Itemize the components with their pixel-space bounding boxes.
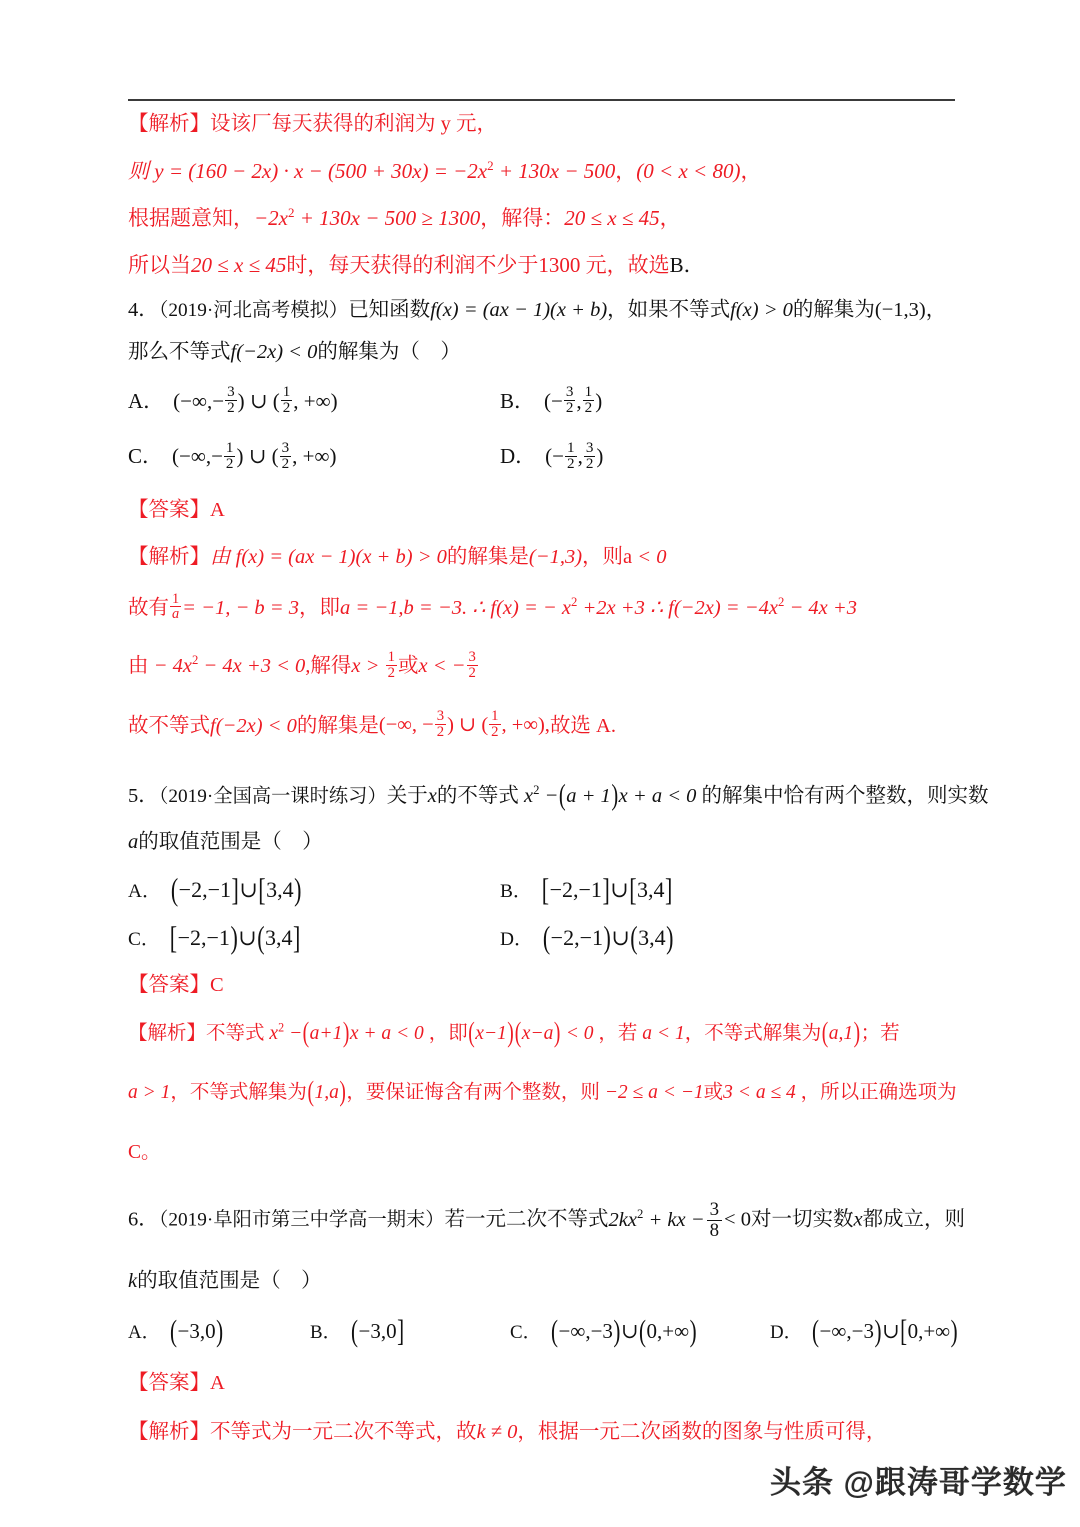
question-4-option-B-key: B． [500,388,536,413]
question-5-stem-c: 的解集中恰有两个整数，则实数 [701,784,989,807]
solution-3-l4-end: ． [683,252,705,277]
question-6-stem-line-2 [128,1271,958,1292]
question-4-option-C[interactable] [128,439,500,474]
question-5-options-row-2 [128,919,958,956]
question-4-stem-d: ， [925,298,947,321]
solution-3-l3-exp: 2 [288,204,295,220]
question-4-answer-line [128,500,958,521]
question-5-option-D[interactable] [500,919,958,956]
solution-3-eq-end: ， [740,158,762,183]
question-6-option-A-key: A． [128,1322,161,1344]
question-6-option-D-value: (−∞,−3)∪[0,+∞) [812,1313,958,1349]
question-5-options-row-1 [128,870,958,908]
q5-sol2-range2: 3 < a ≤ 4 [723,1082,801,1104]
question-4-stem-f: f(x) = (ax − 1)(x + b) [430,298,608,321]
q5-sol2-range: −2 ≤ a < −1 [599,1082,704,1104]
question-4-option-B-value: (− $\frac{3}{2}$ , $\frac{1}{2}$ ) [544,384,603,417]
solution-3-text-1: 设该厂每天获得的利润为 y 元， [210,113,497,135]
question-5-answer-label: 【答案】 [128,974,210,997]
solution-3-eq-mid: + 130x − 500 [493,158,616,183]
question-6-option-B-value: (−3,0] [351,1313,405,1349]
q4-sol4-mid: 的解集是 [296,714,379,737]
question-6-stem-fraction: $\frac{3}{8}$ [707,1200,722,1241]
solution-3-l4-num: 1300 [538,252,581,277]
question-6-option-C[interactable] [510,1313,770,1349]
question-5-solution-line-1 [128,1018,958,1049]
question-5-option-D-value: (−2,−1)∪(3,4) [542,919,674,956]
question-4-stem2-b: 的解集为（ ） [317,341,461,363]
question-6-option-C-key: C． [510,1322,542,1344]
question-6-option-D-key: D． [770,1322,803,1344]
solution-3-l4-mid: 时，每天获得的利润不少于 [286,252,539,277]
q4-sol3-frac-half: $\frac{1}{2}$ [387,648,395,682]
q5-sol2-c: ，所以正确选项为 [800,1082,957,1104]
question-5-solution-label: 【解析】 [128,1022,207,1044]
q5-sol1-d: ，不等式解集为 [684,1022,822,1044]
question-4-answer-value: A [210,499,225,522]
question-6-option-A-value: (−3,0) [170,1313,224,1349]
question-5-solution-line-2 [128,1077,958,1108]
question-6-stem-a: 若一元二次不等式 [444,1208,609,1231]
question-4-stem-line-1 [128,300,958,321]
question-5-option-A-key: A． [128,880,162,902]
solution-3-l3-prefix: 根据题意知， [128,205,254,230]
question-6-answer-line [128,1373,958,1394]
solution-3-label: 【解析】 [128,113,210,135]
q4-sol3-or: 或 [397,655,419,678]
question-6-source: （2019·阜阳市第三中学高一期末） [158,1209,445,1231]
q5-sol1-e: ；若 [860,1022,900,1044]
question-6-options-row [128,1313,958,1349]
solution-3-eq-domain: (0 < x < 80) [636,158,741,183]
page-content [128,108,989,1443]
header-rule [128,99,955,101]
solution-3-eq-prefix: 则 y = (160 − 2x) · x − (500 + 30x) = −2x [128,158,488,183]
solution-3-line-1 [128,114,958,135]
question-5-option-B[interactable] [500,870,958,908]
q4-sol4-set: (−∞, − $\frac{3}{2}$ ) ∪ ( $\frac{1}{2}$ , +∞), [378,708,550,741]
solution-3-line-3 [128,204,958,230]
question-4-solution-line-2 [128,590,958,623]
question-4-number: 4 [128,298,139,321]
q5-sol2-set: (1,a) [307,1077,346,1108]
question-4-stem-b: ，如果不等式 [607,298,731,321]
q4-sol3-solve: 解得 [310,655,352,678]
question-4-option-C-key: C． [128,444,164,469]
q5-sol3-text: C。 [128,1141,161,1163]
question-6-dot: ． [138,1208,159,1231]
question-4-stem-a: 已知函数 [348,298,431,321]
q5-sol1-ineq: $x^2 -(a+1)x + a < 0$ [264,1018,429,1049]
question-5-stem-ineq: $x^2 -(a + 1)x + a < 0$ [518,779,702,812]
question-4-option-C-value: (−∞,− $\frac{1}{2}$ ) ∪ ( $\frac{3}{2}$ , +∞) [172,439,337,473]
solution-3-l4-prefix: 所以当 [128,252,191,277]
q5-sol1-fact: (x−1)(x−a) < 0 [468,1018,599,1049]
question-4-option-A-value: (−∞,− $\frac{3}{2}$ ) ∪ ( $\frac{1}{2}$ , +∞) [173,384,338,417]
q4-sol2-body: = −1, − b = 3 [182,597,300,620]
question-5-dot: ． [138,784,159,807]
question-5-solution-line-3 [128,1143,958,1163]
q5-sol2-a: ，不等式解集为 [170,1082,307,1104]
question-5-number: 5 [128,784,139,807]
question-5-stem-line-2 [128,832,958,853]
solution-3-line-2 [128,157,958,183]
question-6-option-C-value: (−∞,−3)∪(0,+∞) [551,1313,697,1349]
question-6-stem-c: 都成立，则 [862,1208,966,1231]
q5-sol1-cond: a < 1 [637,1022,685,1044]
q4-sol2-prefix: 故有 [128,597,169,620]
question-5-answer-line [128,975,958,996]
question-4-stem-set: (−1,3) [874,298,926,321]
solution-3-line-4 [128,252,958,277]
question-5-stem2-a: a [128,831,139,854]
question-6-solution-line-1 [128,1422,958,1443]
question-4-option-B[interactable] [500,384,958,419]
question-5-stem2-b: 的取值范围是（ ） [138,831,323,854]
question-6-number: 6 [128,1208,139,1231]
question-6-answer-label: 【答案】 [128,1372,210,1395]
solution-3-eq-comma: ， [615,158,637,183]
q6-sol1-k: k ≠ 0 [476,1420,518,1443]
question-5-option-C-value: [−2,−1)∪(3,4] [169,919,301,956]
question-4-solution-line-1 [128,547,958,568]
question-4-stem2-f: f(−2x) < 0 [230,341,318,363]
solution-3-l4-answer: B [669,252,684,277]
question-6-option-A[interactable] [128,1313,310,1349]
solution-3-l3-range: 20 ≤ x ≤ 45 [564,205,660,230]
question-4-option-D[interactable] [500,439,958,474]
solution-3-eq-exp: 2 [487,157,494,173]
question-4-options-row-1 [128,384,958,419]
question-6-stem-x: x [853,1208,863,1231]
question-4-solution-label: 【解析】 [128,545,210,568]
question-5-stem-line-1 [128,779,989,812]
question-6-stem-b: 对一切实数 [750,1208,854,1231]
question-5-stem-b: 的不等式 [436,784,519,807]
solution-3-l3-ineq: −2x [254,205,288,230]
q4-sol4-end: 故选 A. [549,714,616,737]
question-4-dot: ． [138,298,159,321]
question-4-option-A-key: A． [128,388,165,413]
question-5-option-C[interactable] [128,919,500,956]
question-4-option-D-value: (− $\frac{1}{2}$ , $\frac{3}{2}$ ) [545,439,604,473]
q4-sol3-prefix: 由 [128,655,149,678]
question-4-option-A[interactable] [128,384,500,419]
question-4-stem-c: 的解集为 [792,298,875,321]
question-6-stem-line-1 [128,1199,966,1242]
q5-sol2-cond: a > 1 [128,1082,171,1104]
q4-sol2-body2: a = −1,b = −3. ∴ f(x) = − $x^2 +2x +3$ ∴ $f(-2x) = -4x^2 - 4x +3$ [340,595,857,620]
question-5-option-B-value: [−2,−1]∪[3,4] [541,870,673,908]
question-4-option-D-key: D． [500,444,537,469]
q4-sol3-body: − $4x^2 - 4x +3 < 0$, [148,653,311,678]
question-6-solution-label: 【解析】 [128,1420,210,1443]
question-6-stem2-a: k [128,1269,138,1292]
question-5-stem-a: 关于 [386,784,428,807]
q6-sol1-a: 不等式为一元二次不等式，故 [210,1420,477,1443]
question-4-source: （2019·河北高考模拟） [158,299,349,321]
question-6-option-B[interactable] [310,1313,510,1349]
question-6-stem-ineq-post: < 0 [724,1208,751,1231]
question-5-option-D-key: D． [500,928,534,950]
question-4-stem-ineq: f(x) > 0 [730,298,793,321]
question-5-stem-x: x [427,784,437,807]
solution-3-l3-end: ， [659,205,681,230]
q5-sol2-b: ，要保证悔含有两个整数，则 [346,1082,600,1104]
question-4-stem-line-2 [128,342,958,363]
watermark-toutiao: 头条 @跟涛哥学数学 [770,1465,1067,1500]
question-5-option-A-value: (−2,−1]∪[3,4) [170,870,302,908]
question-6-stem-ineq: $2kx^2$ + kx − [608,1206,705,1231]
q5-sol1-a: 不等式 [206,1022,265,1044]
question-5-answer-value: C [210,974,224,997]
q4-sol3-x2: x < − [418,655,466,678]
q4-sol3-x1: x > [351,655,385,678]
question-4-solution-text-1: 由 f(x) = (ax − 1)(x + b) > 0的解集是(−1,3)，则a < 0 [210,545,667,568]
q4-sol4-f: f(−2x) < 0 [210,714,297,737]
question-4-options-row-2 [128,439,958,474]
solution-3-l4-unit: 元，故选 [580,252,670,277]
solution-3-l4-range: 20 ≤ x ≤ 45 [191,252,287,277]
question-4-solution-line-3 [128,648,958,682]
question-4-solution-line-4 [128,708,958,742]
q5-sol1-c: ，若 [598,1022,638,1044]
q4-sol4-prefix: 故不等式 [128,714,210,737]
q6-sol1-b: ，根据一元二次函数的图象与性质可得， [517,1420,887,1443]
question-5-option-B-key: B． [500,880,533,902]
q4-sol3-frac-three-half: $\frac{3}{2}$ [468,648,476,682]
solution-3-l3-comma: ， [480,205,502,230]
question-6-option-B-key: B． [310,1322,342,1344]
question-6-answer-value: A [210,1372,225,1395]
q5-sol1-b: ，即 [428,1022,468,1044]
q5-sol1-set: (a,1) [821,1018,861,1049]
question-4-stem2-a: 那么不等式 [128,341,231,363]
question-6-option-D[interactable] [770,1313,958,1349]
q4-sol2-frac-1-over-a: $\frac{1}{a}$ [172,590,180,623]
question-5-source: （2019·全国高一课时练习） [158,785,387,807]
solution-3-l3-solve: 解得： [501,205,565,230]
solution-3-l3-ineq2: + 130x − 500 ≥ 1300 [294,205,481,230]
question-4-answer-label: 【答案】 [128,499,210,522]
q4-sol2-c1: ，即 [299,597,341,620]
question-5-option-C-key: C． [128,928,161,950]
question-5-option-A[interactable] [128,870,500,908]
q5-sol2-or: 或 [703,1082,724,1104]
question-6-stem2-b: 的取值范围是（ ） [137,1269,322,1292]
